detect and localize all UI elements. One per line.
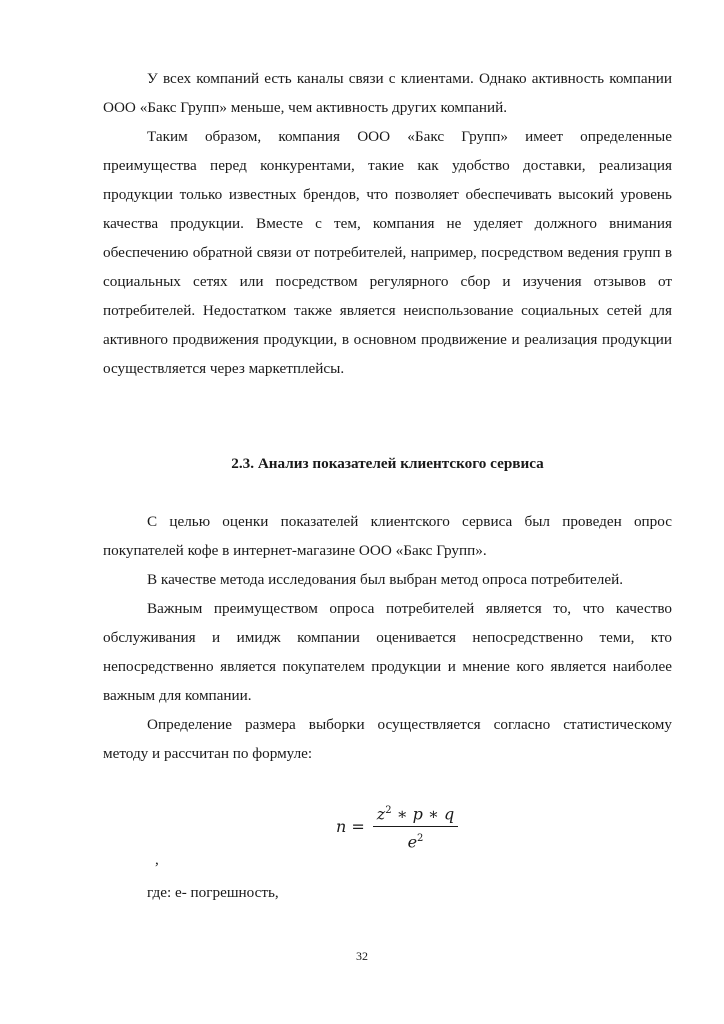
formula-fraction — [373, 801, 458, 853]
paragraph-survey-advantage: Важным преимуществом опроса потребителей является то, что качество обслуживания и имидж компании оценивается непосредственно теми, кто непосредственно является покупателем продукции и мнение кого является наиболее важным для компании. — [103, 600, 672, 704]
formula-z: z — [376, 804, 386, 824]
formula-denominator — [408, 827, 424, 852]
section-heading: 2.3. Анализ показателей клиентского сервиса — [231, 455, 544, 472]
formula-numerator-rest: ∗ p ∗ q — [391, 804, 455, 824]
bottom-text-block — [103, 507, 672, 768]
page-number: 32 — [356, 949, 368, 963]
formula-trailing-comma: , — [155, 851, 159, 868]
formula-e: e — [407, 832, 418, 852]
paragraph-competitive-advantages: Таким образом, компания ООО «Бакс Групп» имеет определенные преимущества перед конкурентами, такие как удобство доставки, реализация продукции только известных брендов, что позволяет обеспечивать высокий уровень качества продукции. Вместе с тем, компания не уделяет должного внимания обеспечению обратной связи от потребителей, например, посредством ведения групп в социальных сетях или посредством регулярного сбор и изучения отзывов от потребителей. Недостатком также является неиспользование социальных сетей для активного продвижения продукции, в основном продвижение и реализация продукции осуществляется через маркетплейсы. — [103, 128, 672, 377]
paragraph-sample-size: Определение размера выборки осуществляется согласно статистическому методу и рассчитан по формуле: — [103, 716, 672, 762]
formula-numerator — [373, 801, 458, 827]
formula-z-exponent: 2 — [385, 805, 392, 816]
paragraph-communication-channels: У всех компаний есть каналы связи с клиентами. Однако активность компании ООО «Бакс Групп» меньше, чем активность других компаний. — [103, 70, 672, 116]
sample-size-formula — [336, 801, 458, 853]
paragraph-survey-purpose: С целью оценки показателей клиентского сервиса был проведен опрос покупателей кофе в интернет-магазине ООО «Бакс Групп». — [103, 513, 672, 559]
top-text-block — [103, 64, 672, 383]
heading-block — [103, 449, 672, 478]
where-line: где: е- погрешность, — [147, 884, 279, 901]
formula-lhs: n = — [336, 817, 365, 837]
paragraph-research-method: В качестве метода исследования был выбран метод опроса потребителей. — [147, 571, 624, 588]
formula-e-exponent: 2 — [417, 833, 424, 845]
